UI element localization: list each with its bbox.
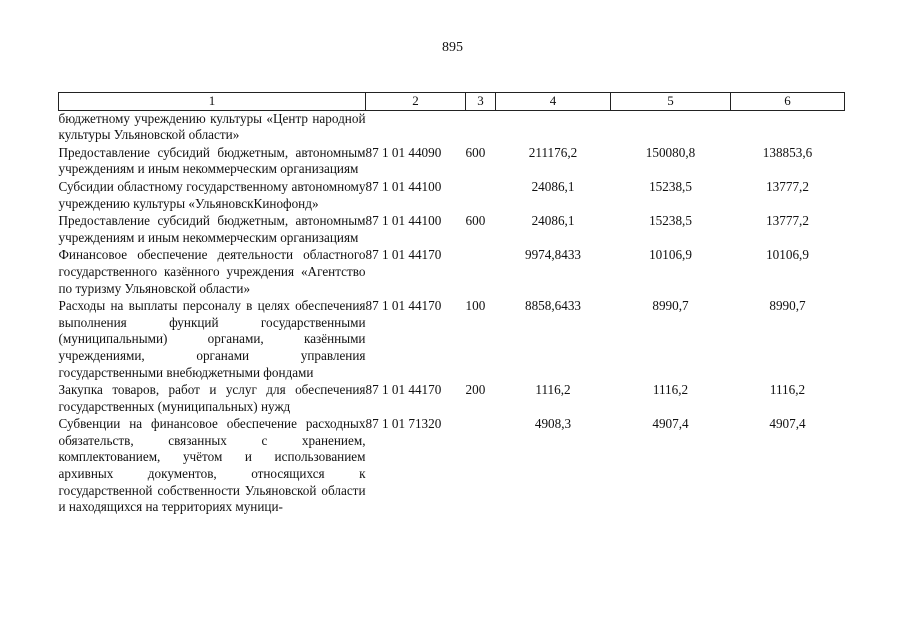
- row-name: Предоставление субсидий бюджетным, автономным учреждениям и иным некоммерческим организациям: [58, 144, 366, 177]
- row-csr: [366, 110, 466, 145]
- row-value-5: [611, 110, 731, 145]
- table-row: [59, 247, 845, 298]
- row-vr: 100: [465, 298, 486, 314]
- row-value-5: 150080,8: [645, 144, 696, 160]
- row-value-6: 4907,4: [769, 416, 806, 432]
- table-row: [59, 110, 845, 145]
- row-value-5: 1116,2: [652, 382, 689, 398]
- header-col-1: 1: [59, 93, 366, 111]
- table-row: [59, 298, 845, 382]
- row-vr: 200: [465, 382, 486, 398]
- header-col-4: 4: [496, 93, 611, 111]
- row-csr: 87 1 01 44090: [365, 144, 442, 160]
- row-vr: [466, 110, 496, 145]
- header-col-6: 6: [731, 93, 845, 111]
- budget-table: [58, 92, 845, 517]
- row-value-5: 4907,4: [652, 416, 689, 432]
- row-csr: 87 1 01 44170: [365, 382, 442, 398]
- row-csr: 87 1 01 44100: [365, 178, 442, 194]
- row-value-5: 15238,5: [649, 213, 692, 229]
- row-name: Расходы на выплаты персоналу в целях обеспечения выполнения функций государственными (муниципальными) органами, казёнными учреждениями, органами управления государственными внебюджетными фондами: [58, 298, 366, 380]
- table-row: [59, 382, 845, 416]
- row-value-5: 15238,5: [649, 178, 692, 194]
- row-value-5: 8990,7: [652, 298, 689, 314]
- row-value-4: 9974,8433: [524, 247, 582, 263]
- row-value-4: 8858,6433: [524, 298, 582, 314]
- row-value-4: [496, 110, 611, 145]
- row-name: Закупка товаров, работ и услуг для обеспечения государственных (муниципальных) нужд: [58, 382, 366, 414]
- row-value-6: 13777,2: [766, 213, 809, 229]
- row-value-4: 24086,1: [531, 178, 575, 194]
- table-header: [59, 93, 845, 111]
- header-row: [59, 93, 845, 111]
- row-csr: 87 1 01 44100: [365, 213, 442, 229]
- table-row: [59, 179, 845, 213]
- row-value-6: 138853,6: [762, 144, 813, 160]
- row-value-4: 211176,2: [528, 144, 578, 160]
- table-body: [59, 110, 845, 517]
- row-csr: 87 1 01 71320: [365, 416, 442, 432]
- row-value-5: 10106,9: [649, 247, 692, 263]
- row-value-4: 24086,1: [531, 213, 575, 229]
- row-value-6: 1116,2: [769, 382, 806, 398]
- table-row: [59, 145, 845, 179]
- row-value-6: [731, 110, 845, 145]
- row-vr: 600: [465, 144, 486, 160]
- page-number: 895: [442, 40, 463, 55]
- row-csr: 87 1 01 44170: [365, 298, 442, 314]
- row-vr: [466, 179, 496, 213]
- row-name: Субвенции на финансовое обеспечение расходных обязательств, связанных с хранением, комплектованием, учётом и использованием архивных документов, относящихся к государственной собственности Ульяновской области и находящихся на территориях муници-: [58, 416, 366, 515]
- row-value-6: 8990,7: [769, 298, 806, 314]
- row-value-6: 13777,2: [766, 178, 809, 194]
- row-vr: 600: [465, 213, 486, 229]
- header-col-5: 5: [611, 93, 731, 111]
- header-col-3: 3: [466, 93, 496, 111]
- row-vr: [466, 416, 496, 517]
- row-value-6: 10106,9: [766, 247, 809, 263]
- row-value-4: 4908,3: [534, 416, 572, 432]
- table-row: [59, 416, 845, 517]
- table-row: [59, 213, 845, 247]
- row-name: Предоставление субсидий бюджетным, автономным учреждениям и иным некоммерческим организациям: [58, 213, 366, 245]
- row-name: Субсидии областному государственному автономному учреждению культуры «УльяновскКинофонд»: [58, 178, 366, 211]
- row-value-4: 1116,2: [535, 382, 571, 398]
- header-col-2: 2: [366, 93, 466, 111]
- row-csr: 87 1 01 44170: [365, 247, 442, 263]
- row-name: Финансовое обеспечение деятельности областного государственного казённого учреждения «Агентство по туризму Ульяновской области»: [58, 247, 366, 296]
- row-name: бюджетному учреждению культуры «Центр народной культуры Ульяновской области»: [58, 110, 366, 143]
- row-vr: [466, 247, 496, 298]
